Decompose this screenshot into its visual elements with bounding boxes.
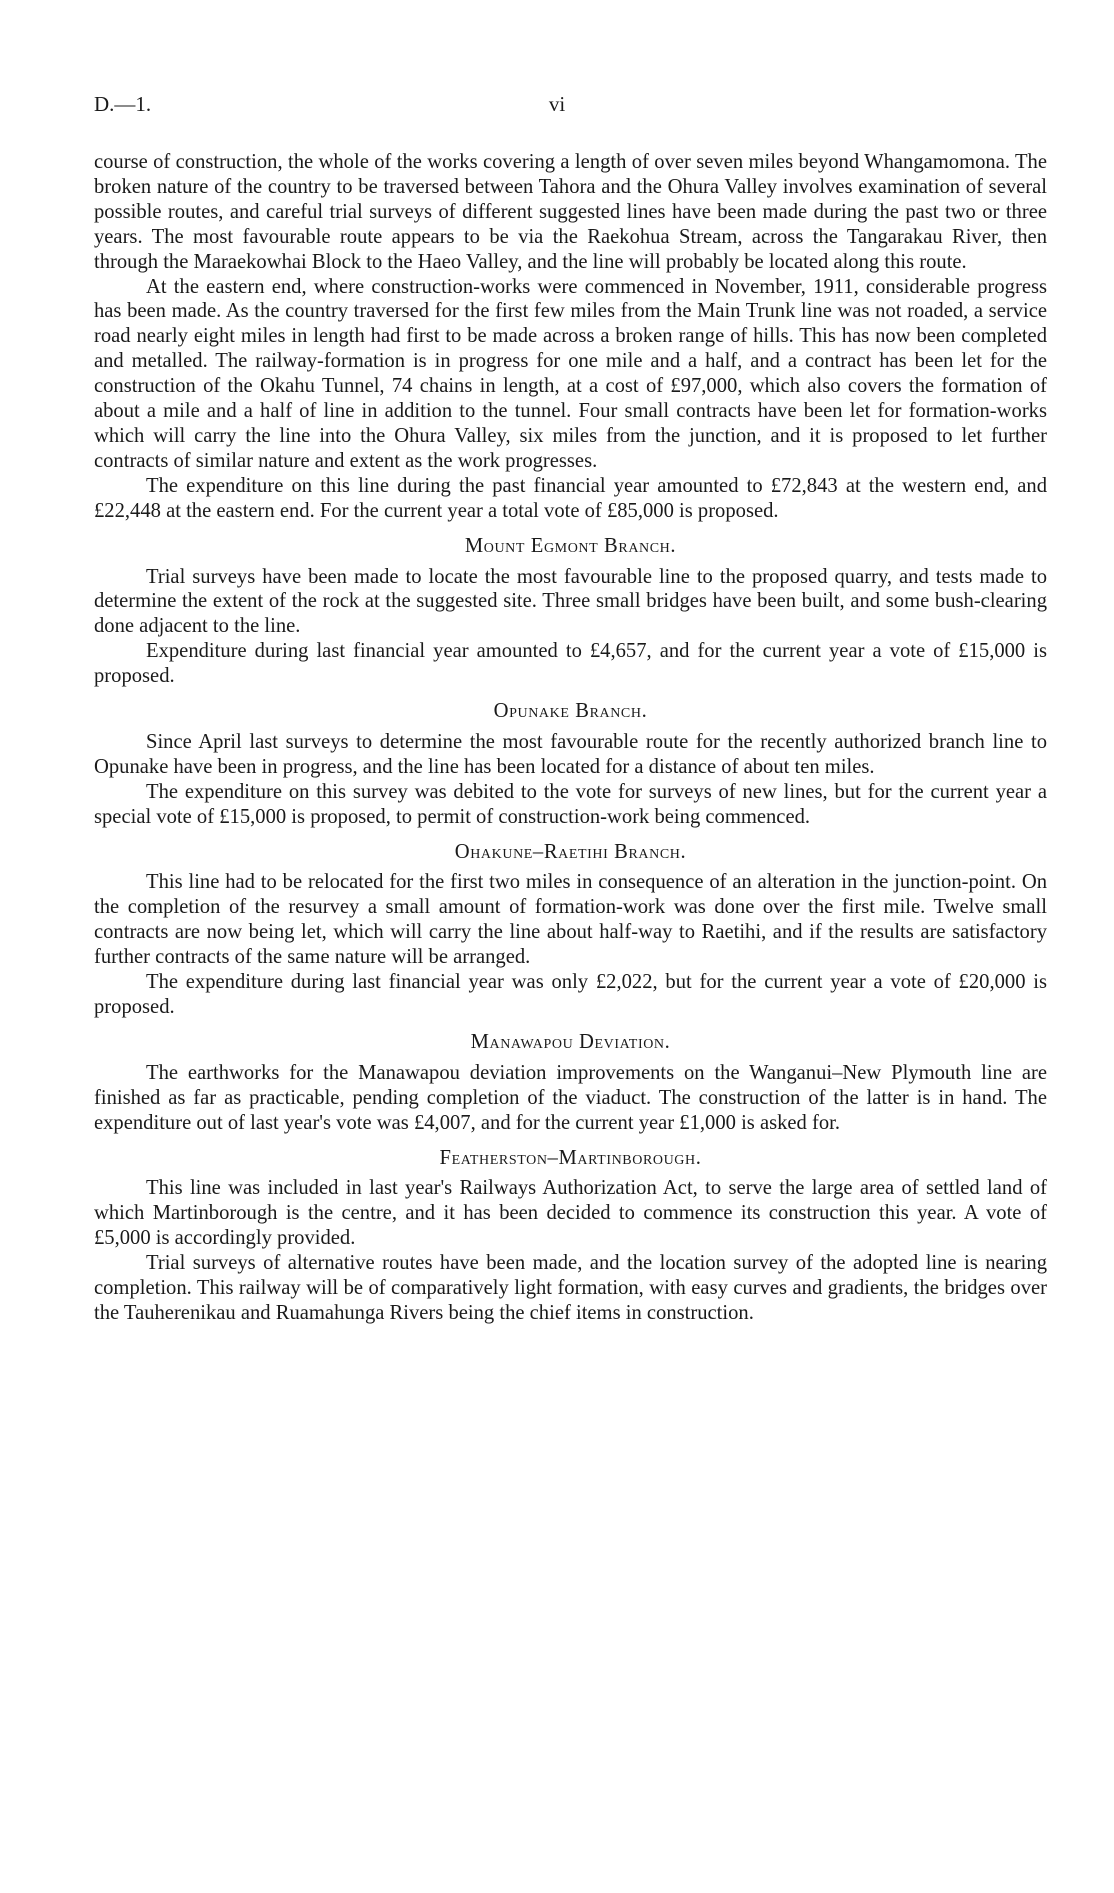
paragraph: The earthworks for the Manawapou deviation improvements on the Wanganui–New Plymouth line are finished as far as practicable, pending completion of the viaduct. The construction of the latter is in hand. The expenditure out of last year's vote was £4,007, and for the current year £1,000 is asked for. [94,1061,1047,1134]
page-header [94,92,1020,122]
page-number: vi [548,92,566,116]
section-heading-ohakune: Ohakune–Raetihi Branch. [454,840,687,863]
paragraph: Trial surveys have been made to locate the most favourable line to the proposed quarry, and tests made to determine the extent of the rock at the suggested site. Three small bridges have been built, and some bush-clearing done adjacent to the line. [94,565,1047,638]
paragraph: This line had to be relocated for the first two miles in consequence of an alteration in the junction-point. On the completion of the resurvey a small amount of formation-work was done over the first mile. Twelve small contracts are now being let, which will carry the line about half-way to Raetihi, and if the results are satisfactory further contracts of the same nature will be arranged. [94,871,1047,969]
paragraph: At the eastern end, where construction-works were commenced in November, 1911, considerable progress has been made. As the country traversed for the first few miles from the Main Trunk line was not roaded, a service road nearly eight miles in length had first to be made across a broken range of hills. This has now been completed and metalled. The railway-formation is in progress for one mile and a half, and a contract has been let for the construction of the Okahu Tunnel, 74 chains in length, at a cost of £97,000, which also covers the formation of about a mile and a half of line in addition to the tunnel. Four small contracts have been let for formation-works which will carry the line into the Ohura Valley, six miles from the junction, and it is proposed to let further contracts of similar nature and extent as the work progresses. [94,275,1047,472]
section-heading-manawapou: Manawapou Deviation. [470,1030,671,1053]
document-body [94,150,1047,1326]
document-reference: D.—1. [94,92,152,116]
section-heading-opunake: Opunake Branch. [493,700,648,723]
paragraph: Trial surveys of alternative routes have been made, and the location survey of the adopted line is nearing completion. This railway will be of comparatively light formation, with easy curves and gradients, the bridges over the Tauherenikau and Ruamahunga Rivers being the chief items in construction. [94,1252,1047,1324]
section-heading-featherston: Featherston–Martinborough. [439,1146,702,1169]
paragraph: The expenditure on this survey was debited to the vote for surveys of new lines, but for the current year a special vote of £15,000 is proposed, to permit of construction-work being commenced. [94,780,1047,828]
paragraph: This line was included in last year's Railways Authorization Act, to serve the large area of settled land of which Martinborough is the centre, and it has been decided to commence its construction this year. A vote of £5,000 is accordingly provided. [94,1177,1047,1250]
paragraph: The expenditure during last financial year was only £2,022, but for the current year a vote of £20,000 is proposed. [94,971,1047,1018]
section-heading-mount-egmont: Mount Egmont Branch. [464,534,677,557]
paragraph: course of construction, the whole of the works covering a length of over seven miles beyond Whangamomona. The broken nature of the country to be traversed between Tahora and the Ohura Valley involves examination of several possible routes, and careful trial surveys of different suggested lines have been made during the past two or three years. The most favourable route appears to be via the Raekohua Stream, across the Tangarakau River, then through the Maraekowhai Block to the Haeo Valley, and the line will probably be located along this route. [94,151,1047,273]
paragraph: Since April last surveys to determine the most favourable route for the recently authorized branch line to Opunake have been in progress, and the line has been located for a distance of about ten miles. [94,730,1047,778]
paragraph: Expenditure during last financial year amounted to £4,657, and for the current year a vote of £15,000 is proposed. [94,640,1047,688]
paragraph: The expenditure on this line during the past financial year amounted to £72,843 at the western end, and £22,448 at the eastern end. For the current year a total vote of £85,000 is proposed. [94,474,1047,522]
